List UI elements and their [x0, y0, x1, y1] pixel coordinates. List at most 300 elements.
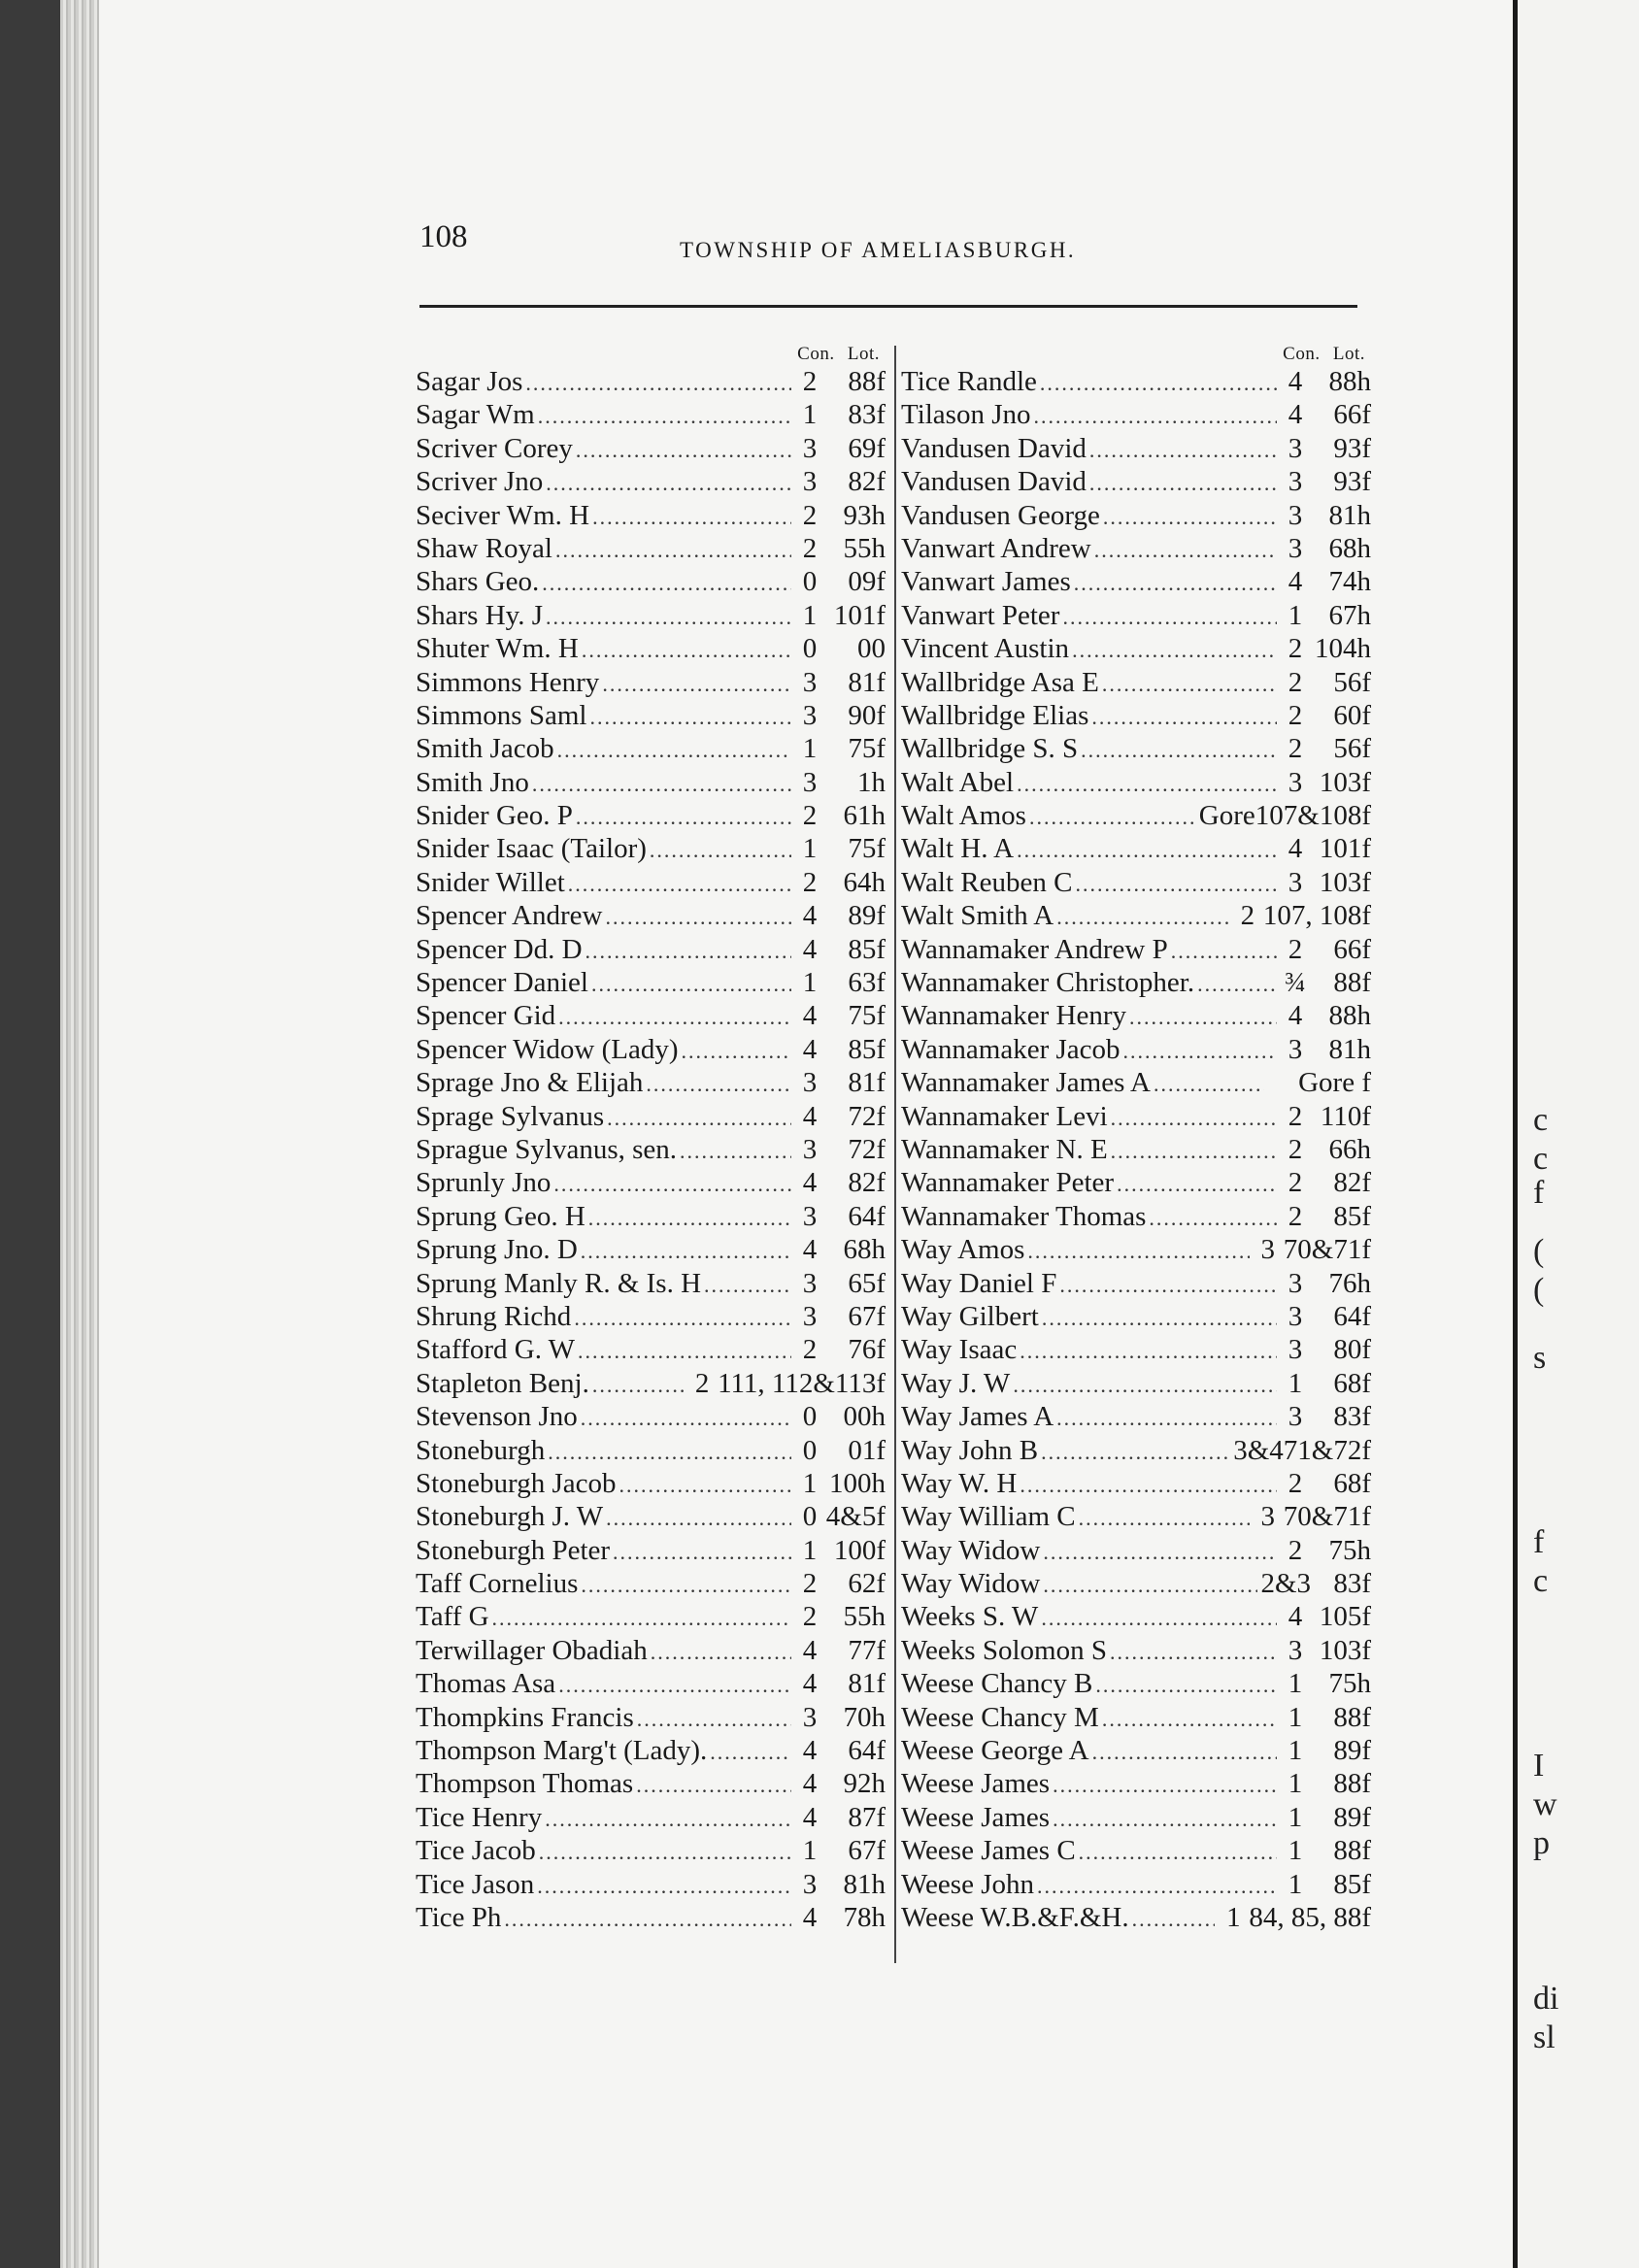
- concession-value: 3: [1260, 1501, 1276, 1533]
- list-item: [901, 499, 1371, 532]
- list-item: [901, 632, 1371, 665]
- leader-dots: [568, 868, 791, 901]
- list-item: [416, 933, 886, 966]
- resident-name: Walt Reuben C: [901, 866, 1073, 898]
- leader-dots: [582, 634, 791, 667]
- leader-dots: [1102, 668, 1277, 701]
- leader-dots: [588, 1202, 791, 1235]
- resident-name: Spencer Widow (Lady): [416, 1033, 679, 1065]
- lot-value: 88h: [1328, 366, 1371, 397]
- leader-dots: [585, 935, 791, 968]
- lot-value: 64h: [843, 866, 886, 898]
- list-item: [416, 1767, 886, 1800]
- resident-name: Seciver Wm. H: [416, 499, 590, 531]
- leader-dots: [1103, 501, 1277, 534]
- leader-dots: [1062, 601, 1277, 634]
- concession-value: 2: [802, 800, 818, 832]
- leader-dots: [591, 968, 791, 1001]
- list-item: [416, 532, 886, 565]
- resident-name: Wannamaker Christopher.: [901, 967, 1195, 999]
- leader-dots: [578, 1335, 791, 1368]
- lot-value: 67f: [848, 1300, 886, 1332]
- concession-value: 2: [802, 866, 818, 898]
- concession-value: 4: [802, 1634, 818, 1666]
- resident-name: Wannamaker Andrew P: [901, 933, 1168, 965]
- list-item: [416, 1267, 886, 1300]
- leader-dots: [1132, 1903, 1216, 1936]
- concession-value: 3: [802, 699, 818, 731]
- resident-name: Scriver Jno: [416, 466, 544, 498]
- concession-value: 0: [802, 633, 818, 665]
- list-item: [416, 1400, 886, 1433]
- concession-value: 1: [802, 1467, 818, 1499]
- list-item: [901, 1567, 1371, 1600]
- concession-value: 4: [802, 1000, 818, 1032]
- list-item: [901, 1801, 1371, 1834]
- resident-name: Weese John: [901, 1868, 1034, 1900]
- list-item: [416, 1300, 886, 1333]
- resident-name: Sprung Jno. D: [416, 1234, 578, 1266]
- list-item: [901, 1701, 1371, 1734]
- concession-value: 2&3: [1260, 1568, 1311, 1600]
- concession-value: 4: [802, 1901, 818, 1933]
- leader-dots: [1034, 400, 1277, 433]
- list-item: [901, 432, 1371, 465]
- concession-value: 4: [1288, 566, 1303, 598]
- lot-value: 82f: [1333, 1167, 1371, 1199]
- concession-value: 1: [802, 967, 818, 999]
- facing-page-fragment: c: [1533, 1141, 1549, 1177]
- concession-value: 4: [802, 1033, 818, 1065]
- concession-value: 3: [802, 432, 818, 464]
- lot-value: 100f: [833, 1534, 886, 1566]
- leader-dots: [682, 1035, 792, 1068]
- list-item: [416, 632, 886, 665]
- leader-dots: [602, 668, 791, 701]
- concession-value: 2: [802, 1334, 818, 1366]
- leader-dots: [1017, 834, 1277, 867]
- lot-value: 68h: [843, 1234, 886, 1266]
- list-item: [901, 398, 1371, 431]
- lot-value: 63f: [848, 967, 886, 999]
- lot-value: 77f: [848, 1634, 886, 1666]
- lot-value: 64f: [848, 1735, 886, 1767]
- lot-value: 105f: [1319, 1601, 1371, 1633]
- facing-page-fragment: f: [1533, 1175, 1545, 1211]
- lot-value: 00h: [843, 1401, 886, 1433]
- leader-dots: [1154, 1068, 1264, 1101]
- leader-dots: [613, 1536, 791, 1569]
- lot-value: 67f: [848, 1835, 886, 1867]
- concession-value: 3: [1288, 1267, 1303, 1299]
- lot-header: Lot.: [1332, 344, 1365, 364]
- leader-dots: [607, 1102, 791, 1135]
- lot-value: 66f: [1333, 399, 1371, 431]
- lot-value: 88h: [1328, 1000, 1371, 1032]
- list-item: [901, 1667, 1371, 1700]
- lot-value: 88f: [1333, 1835, 1371, 1867]
- resident-name: Way J. W: [901, 1367, 1011, 1399]
- list-item: [416, 1634, 886, 1667]
- concession-value: 4: [802, 1234, 818, 1266]
- leader-dots: [1072, 634, 1277, 667]
- lot-value: 78h: [843, 1901, 886, 1933]
- leader-dots: [1149, 1202, 1277, 1235]
- list-item: [416, 398, 886, 431]
- leader-dots: [637, 1703, 791, 1736]
- list-item: [416, 1367, 886, 1400]
- list-item: [416, 1567, 886, 1600]
- leader-dots: [606, 1502, 791, 1535]
- leader-dots: [492, 1602, 791, 1635]
- list-item: [901, 1868, 1371, 1901]
- list-item: [901, 1767, 1371, 1800]
- list-item: [416, 1233, 886, 1266]
- resident-name: Scriver Corey: [416, 432, 573, 464]
- leader-dots: [1056, 901, 1229, 934]
- list-item: [901, 1300, 1371, 1333]
- leader-dots: [576, 434, 791, 467]
- concession-value: 1: [802, 599, 818, 631]
- list-item: [901, 1634, 1371, 1667]
- lot-value: 62f: [848, 1568, 886, 1600]
- concession-value: 1: [1288, 1701, 1303, 1733]
- concession-value: 2: [802, 499, 818, 531]
- lot-value: 69f: [848, 432, 886, 464]
- concession-value: 2: [1288, 1200, 1303, 1232]
- concession-value: 4: [1288, 399, 1303, 431]
- lot-value: 82f: [848, 466, 886, 498]
- resident-name: Thompson Marg't (Lady).: [416, 1735, 708, 1767]
- resident-name: Way Gilbert: [901, 1300, 1039, 1332]
- resident-name: Spencer Gid: [416, 1000, 556, 1032]
- list-item: [416, 1033, 886, 1066]
- list-item: [901, 365, 1371, 398]
- resident-name: Weese James: [901, 1768, 1051, 1800]
- list-item: [416, 766, 886, 799]
- resident-name: Sprunly Jno: [416, 1167, 552, 1199]
- concession-value: 1: [1288, 1668, 1303, 1700]
- lot-value: 89f: [1333, 1735, 1371, 1767]
- lot-value: 81f: [848, 1668, 886, 1700]
- resident-name: Stafford G. W: [416, 1334, 576, 1366]
- resident-name: Weese W.B.&F.&H.: [901, 1901, 1129, 1933]
- leader-dots: [538, 400, 791, 433]
- leader-dots: [581, 1235, 791, 1268]
- facing-page-fragment: f: [1533, 1524, 1545, 1560]
- right-column-header: [1283, 344, 1371, 365]
- list-item: [416, 1434, 886, 1467]
- lot-value: 88f: [848, 366, 886, 397]
- concession-value: 2: [1288, 1133, 1303, 1165]
- list-item: [416, 1600, 886, 1633]
- concession-value: Gore: [1198, 800, 1255, 832]
- resident-name: Spencer Andrew: [416, 900, 603, 932]
- list-item: [901, 1734, 1371, 1767]
- resident-name: Stoneburgh Peter: [416, 1534, 611, 1566]
- resident-name: Wannamaker Peter: [901, 1167, 1115, 1199]
- concession-value: 4: [802, 900, 818, 932]
- leader-dots: [1020, 1469, 1277, 1502]
- leader-dots: [1056, 1402, 1277, 1435]
- leader-dots: [545, 1803, 791, 1836]
- concession-value: 2: [1240, 900, 1255, 932]
- leader-dots: [1013, 1369, 1277, 1402]
- facing-page-fragment: sl: [1533, 2019, 1555, 2055]
- resident-name: Shaw Royal: [416, 532, 552, 564]
- resident-name: Wannamaker Jacob: [901, 1033, 1121, 1065]
- concession-value: ¾: [1285, 967, 1306, 999]
- resident-name: Walt Amos: [901, 800, 1026, 832]
- concession-value: 3: [1260, 1234, 1276, 1266]
- resident-name: Tice Henry: [416, 1801, 543, 1833]
- resident-name: Snider Isaac (Tailor): [416, 833, 647, 865]
- facing-page-fragment: (: [1533, 1272, 1545, 1308]
- lot-value: 61h: [843, 800, 886, 832]
- leader-dots: [1043, 1569, 1257, 1602]
- concession-value: 3: [802, 666, 818, 698]
- lot-value: 01f: [848, 1434, 886, 1466]
- resident-name: Wannamaker Levi: [901, 1100, 1108, 1132]
- concession-value: 1: [802, 1835, 818, 1867]
- list-item: [416, 1901, 886, 1934]
- concession-value: 4: [802, 933, 818, 965]
- concession-value: 3: [802, 1868, 818, 1900]
- list-item: [901, 1534, 1371, 1567]
- resident-name: Wannamaker Henry: [901, 1000, 1126, 1032]
- leader-dots: [1089, 467, 1277, 500]
- leader-dots: [1110, 1636, 1277, 1669]
- con-header: Con.: [1283, 344, 1321, 364]
- resident-name: Sprage Jno & Elijah: [416, 1067, 644, 1099]
- leader-dots: [1041, 1602, 1277, 1635]
- resident-name: Way John B: [901, 1434, 1039, 1466]
- concession-value: 3: [1288, 432, 1303, 464]
- lot-value: 110f: [1320, 1100, 1371, 1132]
- list-item: [416, 866, 886, 899]
- concession-value: 3: [1288, 466, 1303, 498]
- leader-dots: [1129, 1001, 1277, 1034]
- lot-value: 00: [857, 633, 886, 665]
- concession-value: 1: [1288, 599, 1303, 631]
- leader-dots: [1074, 567, 1277, 600]
- list-item: [416, 1834, 886, 1867]
- concession-value: 0: [802, 566, 818, 598]
- list-item: [901, 899, 1371, 932]
- concession-value: 4: [802, 1801, 818, 1833]
- resident-name: Vanwart Andrew: [901, 532, 1091, 564]
- running-title: TOWNSHIP OF AMELIASBURGH.: [680, 238, 1077, 262]
- concession-value: 4: [1288, 366, 1303, 397]
- list-item: [901, 1834, 1371, 1867]
- concession-value: 3: [1288, 1033, 1303, 1065]
- resident-name: Stevenson Jno: [416, 1401, 578, 1433]
- leader-dots: [574, 1302, 791, 1335]
- lot-value: 76h: [1328, 1267, 1371, 1299]
- lot-value: 87f: [848, 1801, 886, 1833]
- lot-value: 103f: [1319, 866, 1371, 898]
- resident-name: Taff G: [416, 1601, 489, 1633]
- concession-value: 3: [802, 466, 818, 498]
- leader-dots: [542, 567, 791, 600]
- lot-value: 93f: [1333, 432, 1371, 464]
- lot-value: 70h: [843, 1701, 886, 1733]
- resident-name: Vanwart Peter: [901, 599, 1060, 631]
- lot-value: 75f: [848, 1000, 886, 1032]
- lot-value: 74h: [1328, 566, 1371, 598]
- resident-name: Sprung Manly R. & Is. H: [416, 1267, 702, 1299]
- resident-name: Tice Jason: [416, 1868, 535, 1900]
- list-item: [416, 1500, 886, 1533]
- leader-dots: [680, 1135, 791, 1168]
- list-item: [901, 766, 1371, 799]
- concession-value: 4: [802, 1768, 818, 1800]
- list-item: [416, 1534, 886, 1567]
- lot-value: 56f: [1333, 733, 1371, 765]
- facing-page-fragment: di: [1533, 1981, 1559, 2017]
- concession-value: 0: [802, 1434, 818, 1466]
- list-item: [416, 365, 886, 398]
- leader-dots: [1197, 968, 1277, 1001]
- resident-name: Way Widow: [901, 1534, 1041, 1566]
- list-item: [901, 866, 1371, 899]
- resident-name: Stoneburgh J. W: [416, 1501, 604, 1533]
- lot-value: 80f: [1333, 1334, 1371, 1366]
- leader-dots: [1027, 1235, 1249, 1268]
- list-item: [901, 1267, 1371, 1300]
- list-item: [901, 1500, 1371, 1533]
- lot-value: 103f: [1319, 766, 1371, 798]
- list-item: [416, 1333, 886, 1366]
- list-item: [416, 1734, 886, 1767]
- list-item: [416, 499, 886, 532]
- list-item: [416, 1200, 886, 1233]
- concession-value: 2: [802, 1601, 818, 1633]
- lot-value: 60f: [1333, 699, 1371, 731]
- leader-dots: [539, 1836, 791, 1869]
- resident-name: Stapleton Benj.: [416, 1367, 589, 1399]
- lot-value: 75f: [848, 833, 886, 865]
- facing-page-fragment: s: [1533, 1340, 1547, 1376]
- resident-name: Vanwart James: [901, 566, 1071, 598]
- concession-value: 3: [802, 1133, 818, 1165]
- lot-value: 55h: [843, 1601, 886, 1633]
- resident-name: Stoneburgh: [416, 1434, 546, 1466]
- concession-value: 1: [802, 833, 818, 865]
- list-item: [416, 565, 886, 598]
- concession-value: 2: [694, 1367, 710, 1399]
- lot-value: 93h: [843, 499, 886, 531]
- leader-dots: [504, 1903, 791, 1936]
- lot-value: 88f: [1333, 967, 1371, 999]
- list-item: [901, 532, 1371, 565]
- list-item: [901, 565, 1371, 598]
- lot-value: Gore f: [1298, 1067, 1371, 1099]
- resident-name: Vandusen David: [901, 432, 1087, 464]
- lot-value: 111, 112&113f: [718, 1367, 886, 1399]
- lot-value: 101f: [1319, 833, 1371, 865]
- concession-value: 3: [1288, 1300, 1303, 1332]
- resident-name: Weese Chancy B: [901, 1668, 1093, 1700]
- list-item: [416, 699, 886, 732]
- lot-value: 71&72f: [1283, 1434, 1371, 1466]
- concession-value: 1: [1226, 1901, 1241, 1933]
- concession-value: 2: [1288, 1534, 1303, 1566]
- resident-name: Stoneburgh Jacob: [416, 1467, 617, 1499]
- resident-name: Way James A: [901, 1401, 1054, 1433]
- list-item: [416, 666, 886, 699]
- lot-value: 72f: [848, 1133, 886, 1165]
- resident-name: Weese James C: [901, 1835, 1076, 1867]
- concession-value: 2: [1288, 933, 1303, 965]
- resident-name: Smith Jacob: [416, 733, 554, 765]
- list-item: [416, 432, 886, 465]
- lot-value: 65f: [848, 1267, 886, 1299]
- concession-value: 2: [1288, 633, 1303, 665]
- concession-value: 3: [1288, 1401, 1303, 1433]
- list-item: [416, 899, 886, 932]
- resident-name: Wallbridge S. S: [901, 733, 1079, 765]
- list-item: [901, 832, 1371, 865]
- concession-value: 3: [802, 1200, 818, 1232]
- list-item: [901, 1434, 1371, 1467]
- resident-name: Weese James: [901, 1801, 1051, 1833]
- resident-name: Way William C: [901, 1501, 1076, 1533]
- list-item: [416, 1133, 886, 1166]
- leader-dots: [650, 834, 791, 867]
- list-item: [901, 1166, 1371, 1199]
- resident-name: Thompson Thomas: [416, 1768, 634, 1800]
- concession-value: 3: [802, 1267, 818, 1299]
- lot-value: 85f: [848, 933, 886, 965]
- page-edges: [60, 0, 99, 2268]
- lot-value: 4&5f: [825, 1501, 886, 1533]
- list-item: [416, 799, 886, 832]
- list-item: [416, 1066, 886, 1099]
- lot-header: Lot.: [847, 344, 880, 364]
- leader-dots: [548, 1436, 791, 1469]
- lot-value: 70&71f: [1283, 1234, 1371, 1266]
- header-rule: [419, 305, 1357, 308]
- lot-value: 67h: [1328, 599, 1371, 631]
- resident-name: Vincent Austin: [901, 633, 1070, 665]
- concession-value: 0: [802, 1401, 818, 1433]
- resident-name: Walt H. A: [901, 833, 1015, 865]
- resident-name: Weeks S. W: [901, 1601, 1039, 1633]
- lot-value: 85f: [848, 1033, 886, 1065]
- list-item: [901, 999, 1371, 1032]
- concession-value: 2: [1288, 1100, 1303, 1132]
- lot-value: 89f: [848, 900, 886, 932]
- left-column-header: [797, 344, 886, 365]
- lot-value: 66h: [1328, 1133, 1371, 1165]
- leader-dots: [1081, 734, 1277, 767]
- concession-value: 3&4: [1233, 1434, 1284, 1466]
- resident-name: Way Widow: [901, 1568, 1041, 1600]
- column-divider: [894, 346, 896, 1963]
- concession-value: 1: [1288, 1735, 1303, 1767]
- lot-value: 81f: [848, 1067, 886, 1099]
- leader-dots: [1091, 701, 1277, 734]
- list-item: [901, 1400, 1371, 1433]
- lot-value: 66f: [1333, 933, 1371, 965]
- concession-value: 3: [1288, 499, 1303, 531]
- book-spine-shadow: [0, 0, 60, 2268]
- concession-value: 3: [1288, 1334, 1303, 1366]
- lot-value: 89f: [1333, 1801, 1371, 1833]
- resident-name: Tice Ph: [416, 1901, 502, 1933]
- resident-name: Walt Smith A: [901, 900, 1054, 932]
